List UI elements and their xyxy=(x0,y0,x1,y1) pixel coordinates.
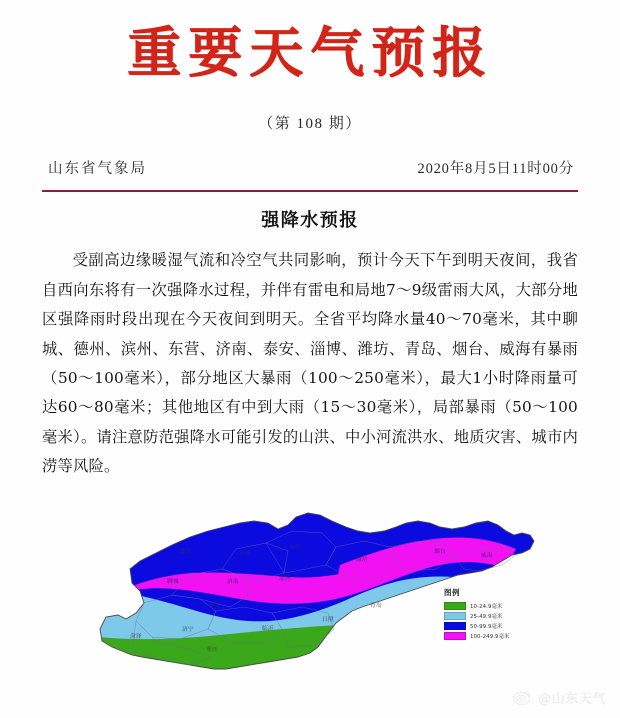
forecast-body-text: 受副高边缘暖湿气流和冷空气共同影响，预计今天下午到明天夜间，我省自西向东将有一次强降水过程，并伴有雷电和局地7～9级雷雨大风，大部分地区强降雨时段出现在今天夜间到明天。全省平均降水量40～70毫米，其中聊城、德州、滨州、东营、济南、泰安、淄博、潍坊、青岛、烟台、威海有暴雨（50～100毫米），部分地区大暴雨（100～250毫米），最大1小时降雨量可达60～80毫米；其他地区有中到大雨（15～30毫米），局部暴雨（50～100毫米）。请注意防范强降水可能引发的山洪、中小河流洪水、地质灾害、城市内涝等风险。 xyxy=(42,251,578,475)
svg-text:泰安: 泰安 xyxy=(209,603,221,610)
svg-text:威海: 威海 xyxy=(481,553,493,560)
legend-label: 50-99.9毫米 xyxy=(470,623,503,630)
svg-text:济南: 济南 xyxy=(227,579,239,586)
legend-item xyxy=(444,631,548,640)
legend-label: 100-249.9毫米 xyxy=(470,633,510,640)
page-title: 重要天气预报 xyxy=(127,20,493,84)
shandong-precipitation-map xyxy=(40,491,576,681)
issue-number: （第 108 期） xyxy=(258,116,362,133)
document-meta xyxy=(42,157,578,178)
svg-text:德州: 德州 xyxy=(180,549,192,556)
legend-label: 25-49.9毫米 xyxy=(470,613,503,620)
issuer-label: 山东省气象局 xyxy=(48,161,147,178)
legend-item xyxy=(444,621,548,630)
svg-text:济宁: 济宁 xyxy=(182,627,194,634)
svg-text:淄博: 淄博 xyxy=(279,576,291,583)
svg-text:青岛: 青岛 xyxy=(370,603,382,610)
weibo-watermark xyxy=(512,687,606,708)
masthead xyxy=(42,0,578,133)
weibo-eye-icon xyxy=(512,687,533,708)
svg-text:滨州: 滨州 xyxy=(239,551,251,558)
legend-item xyxy=(444,601,548,610)
svg-text:临沂: 临沂 xyxy=(262,626,274,633)
legend-item xyxy=(444,611,548,620)
legend-swatch-magenta xyxy=(444,632,466,641)
svg-text:日照: 日照 xyxy=(322,617,334,624)
legend-swatch-blue xyxy=(444,622,466,631)
issue-datetime: 2020年8月5日11时00分 xyxy=(417,161,574,178)
legend-title: 图例 xyxy=(444,588,460,598)
svg-text:烟台: 烟台 xyxy=(434,549,446,556)
precipitation-map-figure xyxy=(40,491,576,681)
svg-text:聊城: 聊城 xyxy=(167,579,179,586)
svg-text:潍坊: 潍坊 xyxy=(356,557,368,564)
svg-text:菏泽: 菏泽 xyxy=(130,634,142,641)
header-divider xyxy=(42,190,578,192)
svg-text:枣庄: 枣庄 xyxy=(206,647,218,654)
map-legend xyxy=(444,587,548,641)
legend-swatch-lightblue xyxy=(444,612,466,621)
legend-label: 10-24.9毫米 xyxy=(470,603,503,610)
watermark-text: @山东天气 xyxy=(537,692,606,707)
section-title: 强降水预报 xyxy=(261,210,359,232)
legend-swatch-green xyxy=(444,602,466,611)
svg-text:东营: 东营 xyxy=(289,545,301,552)
